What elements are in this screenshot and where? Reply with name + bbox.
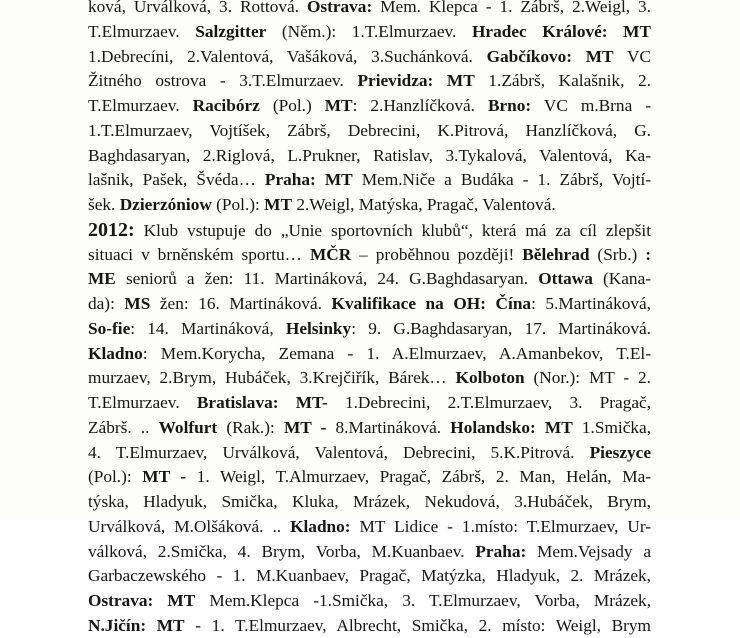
bold-text: ME	[88, 269, 116, 289]
body-text: VC	[613, 46, 651, 66]
bold-text: 2012:	[88, 218, 135, 241]
text-line	[88, 243, 651, 267]
text-line	[88, 317, 651, 341]
bold-text: Dzierzóniow	[119, 195, 212, 214]
body-text: VC m.Brna -	[531, 96, 651, 115]
body-text: 1.Debrecini, 2.T.Elmurzaev, 3. Pragač,	[327, 393, 651, 412]
text-line	[88, 564, 651, 588]
bold-text: Helsinky	[285, 318, 352, 338]
text-line	[88, 218, 651, 242]
body-text: da):	[88, 294, 125, 313]
bold-text: Racibórz	[192, 96, 260, 115]
bold-text: MČR	[309, 244, 352, 264]
body-text: : 14. Martináková,	[130, 318, 286, 338]
body-text: šek.	[88, 195, 120, 214]
body-text: : Mem.Korycha, Zemana - 1. A.Elmurzaev, A.Amanbekov, T.El-	[142, 343, 651, 363]
text-line	[88, 144, 651, 168]
body-text: (Nor.): MT - 2.	[524, 368, 651, 388]
text-line	[88, 465, 651, 489]
bold-text: Ostrava:	[306, 0, 373, 16]
body-text: (Srb.)	[589, 244, 646, 264]
text-line	[88, 342, 651, 366]
body-text: (Pol.):	[88, 467, 143, 487]
text-line	[88, 441, 651, 465]
body-text: : 5.Martináková,	[531, 294, 652, 313]
text-line	[88, 515, 651, 539]
body-text: ková, Urválková, 3. Rottová.	[88, 0, 307, 16]
bold-text: Prievidza: MT	[357, 71, 475, 91]
body-text: 4. T.Elmurzaev, Urválková, Valentová, Debrecini, 5.K.Pitrová.	[88, 442, 590, 462]
bold-text: MT	[324, 96, 353, 115]
body-text: lašnik, Pašek, Švéda…	[88, 170, 265, 190]
bold-text: Pieszyce	[589, 442, 651, 462]
bold-text: Bělehrad	[522, 244, 590, 264]
bold-text: Bratislava: MT-	[196, 393, 328, 412]
text-line	[88, 614, 651, 638]
text-line	[88, 119, 651, 143]
body-text: 2.Weigl, Matýska, Pragač, Valentová.	[292, 195, 556, 214]
body-text: Mem.Vejsady a	[526, 541, 651, 561]
text-line	[88, 94, 651, 118]
body-text: 8.Martináková.	[326, 417, 451, 437]
body-text: Baghdasaryan, 2.Riglová, L.Prukner, Ratislav, 3.Tykalová, Valentová, Ka-	[88, 145, 651, 165]
text-line	[88, 193, 651, 217]
bold-text: MT -	[142, 467, 187, 487]
body-text: : 9. G.Baghdasaryan, 17. Martináková.	[351, 318, 651, 338]
text-line	[88, 69, 651, 93]
text-line	[88, 292, 651, 316]
body-text: týska, Hladyuk, Smička, Kluka, Mrázek, Nekudová, 3.Hubáček, Brym,	[88, 492, 651, 511]
text-line	[88, 589, 651, 613]
body-text: seniorů a žen: 11. Martináková, 24. G.Baghdasaryan.	[115, 269, 539, 289]
text-line	[88, 45, 651, 69]
body-text: (Pol.)	[259, 96, 325, 115]
body-text: Mem.Niče a Budáka - 1. Zábrš, Vojtí-	[352, 170, 652, 190]
text-line	[88, 20, 651, 44]
body-text: 1.Smička,	[572, 417, 652, 437]
body-text: Mem.Klepca -1.Smička, 3. T.Elmurzaev, Vorba, Mrázek,	[195, 591, 651, 610]
bold-text: Kladno:	[290, 516, 351, 536]
body-text: Mem. Klepca - 1. Zábrš, 2.Weigl, 3.	[372, 0, 651, 16]
body-text: T.Elmurzaev.	[88, 96, 193, 115]
body-text: situaci v brněnském sportu…	[88, 244, 310, 264]
bold-text: Ottawa	[538, 269, 593, 289]
text-line	[88, 168, 651, 192]
text-line	[88, 391, 651, 415]
body-text: 1.Zábrš, Kalašnik, 2.	[474, 71, 651, 91]
text-line	[88, 416, 651, 440]
bold-text: Salzgitter	[195, 21, 267, 41]
body-text: 1.Debrecíni, 2.Valentová, Vašáková, 3.Suchánková.	[88, 46, 487, 66]
body-text: Klub vstupuje do „Unie sportovních klubů“, která má za cíl zlepšit	[134, 220, 651, 240]
body-text: T.Elmurzaev.	[88, 393, 197, 412]
body-text: 1. Weigl, T.Almurzaev, Pragač, Zábrš, 2. Man, Helán, Ma-	[186, 467, 651, 487]
text-line	[88, 0, 651, 19]
body-text: murzaev, 2.Brym, Hubáček, 3.Krejčiřík, Bárek…	[88, 368, 456, 388]
body-text: (Pol.):	[211, 195, 265, 214]
body-text: Žitného ostrova - 3.T.Elmurzaev.	[88, 71, 358, 91]
bold-text: N.Jičín: MT	[88, 615, 185, 635]
bold-text: Holandsko: MT	[450, 417, 573, 437]
text-line	[88, 490, 651, 514]
bold-text: :	[645, 244, 652, 264]
body-text: Zábrš. ..	[88, 417, 159, 437]
bold-text: Kladno	[88, 343, 143, 363]
body-text: (Něm.): 1.T.Elmurzaev.	[266, 21, 472, 41]
text-line	[88, 540, 651, 564]
bold-text: Kvalifikace na OH: Čína	[331, 294, 532, 313]
body-text: žen: 16. Martináková.	[150, 294, 332, 313]
bold-text: Praha:	[475, 541, 527, 561]
bold-text: So-fie	[88, 318, 131, 338]
body-text: : 2.Hanzlíčková.	[352, 96, 488, 115]
body-text: válková, 2.Smička, 4. Brym, Vorba, M.Kuanbaev.	[88, 541, 476, 561]
body-text: T.Elmurzaev.	[88, 21, 196, 41]
bold-text: Kolboton	[455, 368, 525, 388]
body-text: Garbaczewského - 1. M.Kuanbaev, Pragač, Matýzka, Hladyuk, 2. Mrázek,	[88, 566, 651, 586]
bold-text: Hradec Králové: MT	[471, 21, 651, 41]
body-text: MT Lidice - 1.místo: T.Elmurzaev, Ur-	[350, 516, 651, 536]
body-text: Urválková, M.Olšáková. ..	[88, 516, 291, 536]
text-line	[88, 366, 651, 390]
body-text: (Rak.):	[217, 417, 284, 437]
bold-text: Wolfurt	[158, 417, 218, 437]
body-text: (Kana-	[592, 269, 651, 289]
body-text: - 1. T.Elmurzaev, Albrecht, Smička, 2. místo: Weigl, Brym	[184, 615, 651, 635]
bold-text: MS	[124, 294, 151, 313]
bold-text: Praha: MT	[264, 170, 353, 190]
bold-text: Ostrava: MT	[88, 591, 196, 610]
text-line	[88, 267, 651, 291]
bold-text: Brno:	[487, 96, 532, 115]
bold-text: Gabčíkovo: MT	[486, 46, 614, 66]
bold-text: MT	[264, 195, 292, 214]
body-text: – proběhnou později!	[351, 244, 523, 264]
bold-text: MT -	[283, 417, 327, 437]
body-text: 1.T.Elmurzaev, Vojtíšek, Zábrš, Debrecini, K.Pitrová, Hanzlíčková, G.	[88, 120, 651, 140]
